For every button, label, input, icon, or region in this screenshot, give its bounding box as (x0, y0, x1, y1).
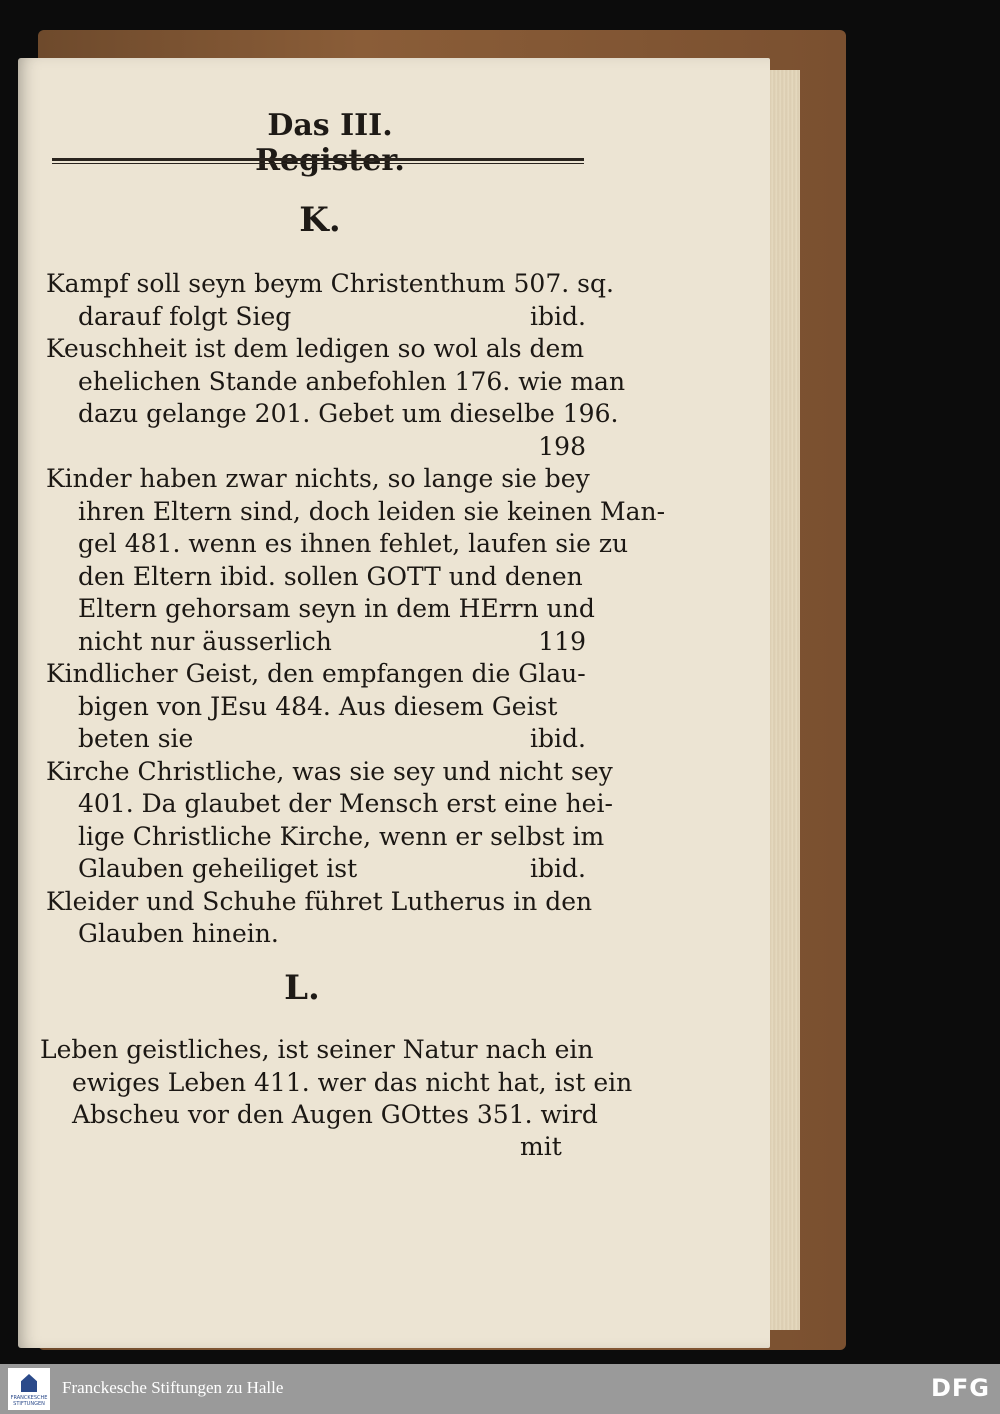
index-entry (40, 1034, 633, 1132)
running-header: Das III. Register. (255, 108, 405, 178)
entry-line (46, 691, 586, 724)
index-entry (46, 268, 614, 333)
page-reference: 119 (538, 626, 586, 656)
logo-text: FRANCKESCHE STIFTUNGEN (10, 1395, 48, 1407)
entry-line (46, 268, 614, 301)
entry-text: Kindlicher Geist, den empfangen die Glau- (46, 659, 586, 688)
entry-text: Keuschheit ist dem ledigen so wol als dem (46, 334, 585, 363)
section-heading-k: K. (299, 200, 341, 240)
entry-text: Abscheu vor den Augen GOttes 351. wird (72, 1100, 598, 1129)
index-entry (46, 756, 613, 886)
entry-line (46, 918, 586, 951)
entry-text: nicht nur äusserlich (78, 626, 332, 656)
entry-text: gel 481. wenn es ihnen fehlet, laufen sie zu (78, 529, 629, 558)
catchword: mit (520, 1132, 562, 1161)
entry-text: den Eltern ibid. sollen GOTT und denen (78, 561, 583, 591)
entry-text: ewiges Leben 411. wer das nicht hat, ist ein (72, 1067, 633, 1097)
entry-line (46, 463, 590, 496)
entry-line (46, 626, 586, 659)
index-entry (46, 658, 586, 756)
entry-text: Kleider und Schuhe führet Lutherus in den (46, 886, 593, 916)
entry-line (46, 658, 586, 691)
entry-line (46, 593, 595, 626)
entry-line (40, 1067, 633, 1100)
section-heading-l: L. (284, 968, 320, 1008)
entry-text: 401. Da glaubet der Mensch erst eine hei- (78, 789, 613, 818)
entry-text: Kampf soll seyn beym Christenthum 507. sq. (46, 269, 614, 298)
entry-text: ihren Eltern sind, doch leiden sie keinen Man- (78, 496, 666, 526)
footer-bar (0, 1364, 1000, 1414)
entry-text: darauf folgt Sieg (78, 301, 292, 331)
entry-line (46, 821, 605, 854)
header-rule-thin (52, 163, 584, 164)
dfg-logo[interactable]: DFG (930, 1374, 990, 1402)
entry-text: Glauben geheiliget ist (78, 854, 358, 883)
entry-line (46, 853, 586, 886)
page-reference: ibid. (530, 854, 586, 883)
entry-line (46, 496, 666, 529)
entry-line (46, 788, 613, 821)
entry-text: dazu gelange 201. Gebet um dieselbe 196. (78, 399, 619, 428)
entry-line (46, 431, 586, 464)
entry-text: Eltern gehorsam seyn in dem HErrn und (78, 594, 595, 623)
entry-line (46, 756, 613, 789)
entry-text: beten sie (78, 724, 194, 753)
index-entry (46, 463, 666, 658)
header-rule (52, 158, 584, 161)
entry-line (46, 398, 619, 431)
entry-line (46, 528, 629, 561)
entry-text: Kinder haben zwar nichts, so lange sie bey (46, 464, 590, 493)
index-entry (46, 886, 593, 951)
page-reference: 198 (538, 431, 586, 461)
index-entries-k (46, 268, 666, 951)
entry-text: Kirche Christliche, was sie sey und nicht sey (46, 756, 613, 786)
page-reference: ibid. (530, 724, 586, 753)
index-entry (46, 333, 626, 463)
entry-line (40, 1099, 598, 1132)
entry-text: Glauben hinein. (78, 919, 279, 948)
index-entries-l (40, 1034, 633, 1132)
entry-line (46, 301, 586, 334)
entry-line (40, 1034, 594, 1067)
entry-line (46, 886, 593, 919)
entry-text: lige Christliche Kirche, wenn er selbst im (78, 821, 605, 851)
institution-name[interactable]: Franckesche Stiftungen zu Halle (62, 1378, 284, 1397)
entry-line (46, 366, 626, 399)
entry-line (46, 561, 586, 594)
entry-text: ehelichen Stande anbefohlen 176. wie man (78, 366, 626, 396)
page-reference: ibid. (530, 301, 586, 331)
entry-text: Leben geistliches, ist seiner Natur nach ein (40, 1035, 594, 1064)
institution-logo[interactable] (8, 1368, 50, 1410)
entry-text: bigen von JEsu 484. Aus diesem Geist (78, 691, 558, 721)
entry-line (46, 723, 586, 756)
building-icon (21, 1374, 37, 1392)
entry-line (46, 333, 586, 366)
